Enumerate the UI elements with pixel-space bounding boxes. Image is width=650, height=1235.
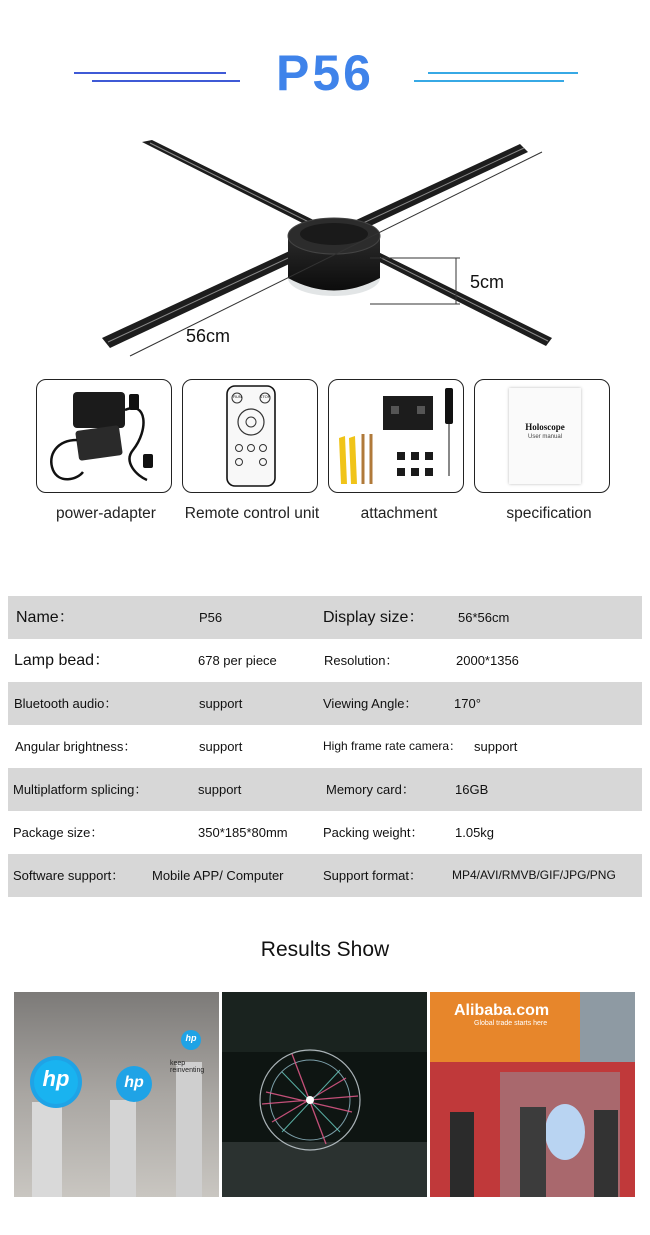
hp-logo-text: hp	[42, 1066, 70, 1091]
spec-value-2: 170°	[454, 696, 481, 711]
spec-value-2: 56*56cm	[458, 610, 510, 625]
spec-value-2: 16GB	[455, 782, 489, 797]
spec-name: Angular brightness：	[15, 739, 137, 754]
spec-value-2: 1.05kg	[455, 825, 495, 840]
spec-value: 350*185*80mm	[198, 825, 288, 840]
accessory-label-attachment: attachment	[360, 505, 438, 522]
remote-control-icon	[183, 380, 318, 493]
spec-name: Lamp bead：	[14, 652, 111, 669]
result-photo-alibaba-booth	[430, 992, 635, 1197]
table-row	[8, 639, 642, 682]
spec-name-2: Display size：	[323, 609, 425, 626]
table-row	[8, 768, 642, 811]
hp-logo-text: hp	[185, 1033, 197, 1043]
spec-name-2: Packing weight：	[323, 825, 424, 840]
accessory-power-adapter	[36, 379, 172, 493]
spec-name: Multiplatform splicing：	[13, 782, 148, 797]
accessory-label-remote: Remote control unit	[184, 505, 320, 522]
spec-value: 678 per piece	[198, 653, 277, 668]
spec-value-2: MP4/AVI/RMVB/GIF/JPG/PNG	[452, 868, 616, 882]
table-row	[8, 682, 642, 725]
remote-stop-label: STOP	[259, 394, 271, 399]
power-adapter-icon	[37, 380, 172, 493]
spec-name: Bluetooth audio：	[14, 696, 118, 711]
spec-name-2: Support format：	[323, 868, 422, 883]
result-photo-hp-display	[14, 992, 219, 1197]
dimension-label-width: 56cm	[186, 326, 231, 346]
spec-value-2: support	[474, 739, 518, 754]
alibaba-tagline: Global trade starts here	[474, 1020, 548, 1027]
spec-name-2: Memory card：	[326, 782, 415, 797]
spec-value: support	[199, 739, 243, 754]
remote-run-label: RUN	[233, 394, 242, 399]
table-row	[8, 596, 642, 639]
accessory-label-power-adapter: power-adapter	[56, 505, 156, 522]
title-rule-right-top	[428, 72, 578, 74]
result-photo-hologram-sphere	[222, 992, 427, 1197]
manual-card	[509, 388, 581, 484]
hologram-fan-image	[80, 128, 570, 368]
manual-subtitle: User manual	[527, 434, 562, 440]
accessory-remote-control	[182, 379, 318, 493]
results-title: Results Show	[260, 938, 390, 961]
table-row	[8, 725, 642, 768]
attachment-icon	[329, 380, 464, 493]
table-row	[8, 854, 642, 897]
spec-name: Name：	[16, 609, 75, 626]
title-rule-right-bottom	[414, 80, 564, 82]
dimension-label-height: 5cm	[470, 272, 505, 292]
accessory-label-specification: specification	[506, 505, 592, 522]
page-title: P56	[276, 45, 374, 101]
spec-value: P56	[199, 610, 223, 625]
spec-name-2: High frame rate camera：	[323, 739, 462, 753]
manual-title: Holoscope	[525, 422, 565, 432]
table-row	[8, 811, 642, 854]
spec-value-2: 2000*1356	[456, 653, 519, 668]
spec-name-2: Resolution：	[324, 653, 399, 668]
spec-value: support	[199, 696, 243, 711]
spec-table	[8, 596, 642, 897]
accessory-attachment	[328, 379, 464, 493]
spec-name: Software support：	[13, 868, 125, 883]
hp-sign-text: keep reinventing	[170, 1060, 205, 1074]
spec-name: Package size：	[13, 825, 104, 840]
spec-name-2: Viewing Angle：	[323, 696, 418, 711]
hp-logo-text: hp	[124, 1074, 144, 1091]
spec-value: Mobile APP/ Computer	[152, 868, 284, 883]
alibaba-logo-text: Alibaba.com	[454, 1002, 550, 1019]
accessory-specification	[474, 379, 610, 493]
spec-value: support	[198, 782, 242, 797]
